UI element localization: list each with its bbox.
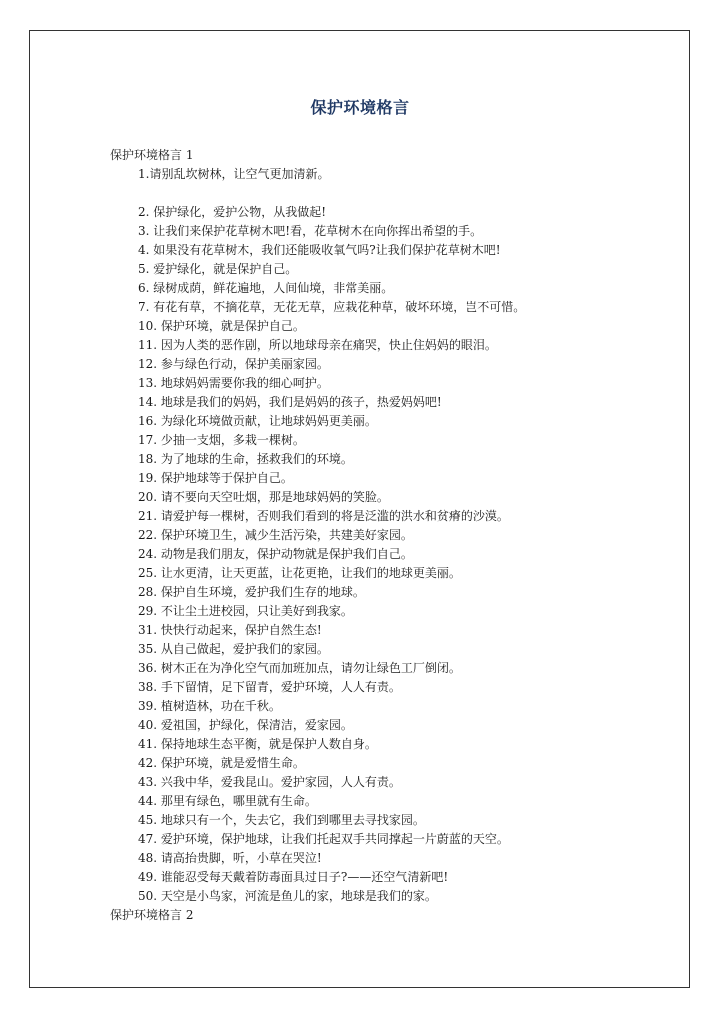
motto-item: 22. 保护环境卫生，减少生活污染，共建美好家园。 xyxy=(138,528,413,542)
motto-item: 13. 地球妈妈需要你我的细心呵护。 xyxy=(138,376,329,390)
motto-item: 7. 有花有草，不摘花草，无花无草，应栽花种草，破坏环境，岂不可惜。 xyxy=(138,300,526,314)
motto-item: 48. 请高抬贵脚，听，小草在哭泣! xyxy=(138,851,322,865)
motto-item: 19. 保护地球等于保护自己。 xyxy=(138,471,293,485)
motto-item: 40. 爱祖国，护绿化，保清洁，爱家园。 xyxy=(138,718,353,732)
motto-item: 28. 保护自生环境，爱护我们生存的地球。 xyxy=(138,585,365,599)
motto-item: 29. 不让尘土进校园，只让美好到我家。 xyxy=(138,604,353,618)
motto-item: 25. 让水更清，让天更蓝，让花更艳，让我们的地球更美丽。 xyxy=(138,566,461,580)
motto-item: 39. 植树造林，功在千秋。 xyxy=(138,699,281,713)
motto-item: 2. 保护绿化，爱护公物，从我做起! xyxy=(138,205,327,219)
motto-list xyxy=(110,203,670,906)
motto-item: 12. 参与绿色行动，保护美丽家园。 xyxy=(138,357,329,371)
section-heading-1: 保护环境格言 1 xyxy=(110,148,194,162)
document-body xyxy=(110,146,670,925)
motto-item: 5. 爱护绿化，就是保护自己。 xyxy=(138,262,298,276)
motto-item: 49. 谁能忍受每天戴着防毒面具过日子?——还空气清新吧! xyxy=(138,870,449,884)
motto-item: 44. 那里有绿色，哪里就有生命。 xyxy=(138,794,317,808)
motto-item: 35. 从自己做起，爱护我们的家园。 xyxy=(138,642,329,656)
motto-item: 16. 为绿化环境做贡献，让地球妈妈更美丽。 xyxy=(138,414,377,428)
motto-item: 3. 让我们来保护花草树木吧!看，花草树木在向你挥出希望的手。 xyxy=(138,224,483,238)
motto-item: 17. 少抽一支烟，多栽一棵树。 xyxy=(138,433,305,447)
section-heading-2: 保护环境格言 2 xyxy=(110,908,194,922)
motto-item: 24. 动物是我们朋友，保护动物就是保护我们自己。 xyxy=(138,547,413,561)
motto-item: 21. 请爱护每一棵树，否则我们看到的将是泛滥的洪水和贫瘠的沙漠。 xyxy=(138,509,509,523)
motto-item: 20. 请不要向天空吐烟，那是地球妈妈的笑脸。 xyxy=(138,490,389,504)
motto-item: 45. 地球只有一个，失去它，我们到哪里去寻找家园。 xyxy=(138,813,425,827)
motto-item: 50. 天空是小鸟家，河流是鱼儿的家，地球是我们的家。 xyxy=(138,889,437,903)
motto-item: 18. 为了地球的生命，拯救我们的环境。 xyxy=(138,452,353,466)
motto-item: 36. 树木正在为净化空气而加班加点，请勿让绿色工厂倒闭。 xyxy=(138,661,461,675)
motto-item: 41. 保持地球生态平衡，就是保护人数自身。 xyxy=(138,737,377,751)
motto-item: 14. 地球是我们的妈妈，我们是妈妈的孩子，热爱妈妈吧! xyxy=(138,395,442,409)
motto-item: 47. 爱护环境，保护地球，让我们托起双手共同撑起一片蔚蓝的天空。 xyxy=(138,832,509,846)
motto-item: 10. 保护环境，就是保护自己。 xyxy=(138,319,305,333)
paragraph-gap xyxy=(110,184,670,203)
motto-item: 38. 手下留情，足下留青，爱护环境，人人有责。 xyxy=(138,680,401,694)
motto-item: 43. 兴我中华，爱我昆山。爱护家园，人人有责。 xyxy=(138,775,401,789)
motto-item: 6. 绿树成荫，鲜花遍地，人间仙境，非常美丽。 xyxy=(138,281,394,295)
motto-item: 42. 保护环境，就是爱惜生命。 xyxy=(138,756,305,770)
motto-item: 11. 因为人类的恶作剧，所以地球母亲在痛哭，快止住妈妈的眼泪。 xyxy=(138,338,497,352)
motto-item: 4. 如果没有花草树木，我们还能吸收氧气吗?让我们保护花草树木吧! xyxy=(138,243,501,257)
motto-item: 31. 快快行动起来，保护自然生态! xyxy=(138,623,322,637)
document-title: 保护环境格言 xyxy=(310,98,410,117)
motto-item-first: 1.请别乱坎树林，让空气更加清新。 xyxy=(138,167,330,181)
